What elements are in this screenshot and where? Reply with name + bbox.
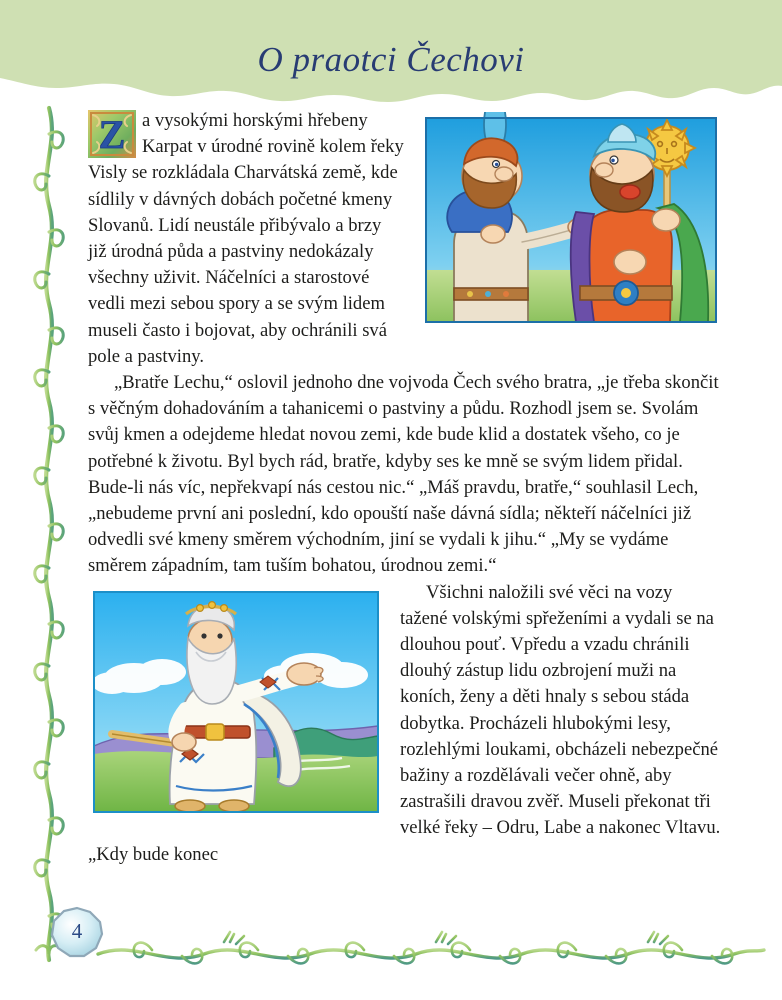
chieftains-illustration-icon — [418, 112, 724, 328]
svg-text:Z: Z — [98, 112, 126, 157]
paragraph-two-text: „Bratře Lechu,“ oslovil jednoho dne vojvoda Čech svého bratra, „je třeba skončit s věčným dohadováním a tahanicemi o pastviny a půdu. Rozhodl jsem se. Svolám svůj kmen a odejdeme hledat novou zemi, kde bude klid a dostatek všeho, co je potřebné k životu. Byl bych rád, bratře, kdyby ses ke mně se svým lidem přidal. Bude-li nás víc, nepřekvapí nás cestou nic.“ „Máš pravdu, bratře,“ souhlasil Lech, „nebudeme první ani poslední, kdo opouští naše dávná sídla; někteří náčelníci již odvedli své kmeny směrem východním, jiní se vydali k jihu.“ „My se vydáme směrem západním, tam tuším bohatou, úrodnou zemi.“ — [88, 372, 719, 577]
vine-left-icon — [26, 104, 72, 964]
paragraph-two — [88, 370, 724, 580]
illustration-two-chieftains — [418, 112, 724, 328]
bottom-vine-decoration — [96, 928, 766, 976]
page-header-band — [0, 0, 782, 112]
page-title: O praotci Čechovi — [257, 40, 525, 79]
illustration-forefather-cech — [88, 586, 384, 818]
page-number-badge — [50, 906, 104, 958]
paragraph-three-text: Všichni naložili své věci na vozy tažené volskými spřeženími a vydali se na dlouhou pouť. Vpředu a vzadu chránili dlouhý zástup lidu ozbrojení muži na koních, ženy a děti hnaly s sebou stáda dobytka. Procházeli hlubokými lesy, rozlehlými loukami, obcházeli nebezpečné bažiny a rozdělávali večer ohně, aby zastrašili dravou zvěř. Museli překonat tři velké řeky – Odru, Labe a nakonec Vltavu. „Kdy bude konec — [88, 581, 721, 865]
vine-bottom-icon — [96, 928, 766, 976]
page-number-text: 4 — [71, 918, 83, 943]
paragraph-one-text: a vysokými horskými hřebeny Karpat v úrodné rovině kolem řeky Visly se rozkládala Charvátská země, kde sídlily v dávných dobách početné kmeny Slovanů. Lidí neustále přibývalo a brzy již úrodná půda a pastviny nedokázaly všechny uživit. Náčelníci a starostové vedli mezi sebou spory a se svým lidem museli často i bojovat, aby ochránili svá pole a pastviny. — [88, 110, 404, 367]
drop-cap-letter-z-icon — [88, 110, 136, 158]
left-vine-decoration — [26, 104, 72, 964]
article-body — [88, 108, 724, 908]
forefather-illustration-icon — [88, 586, 384, 818]
drop-cap-tile — [88, 110, 136, 158]
